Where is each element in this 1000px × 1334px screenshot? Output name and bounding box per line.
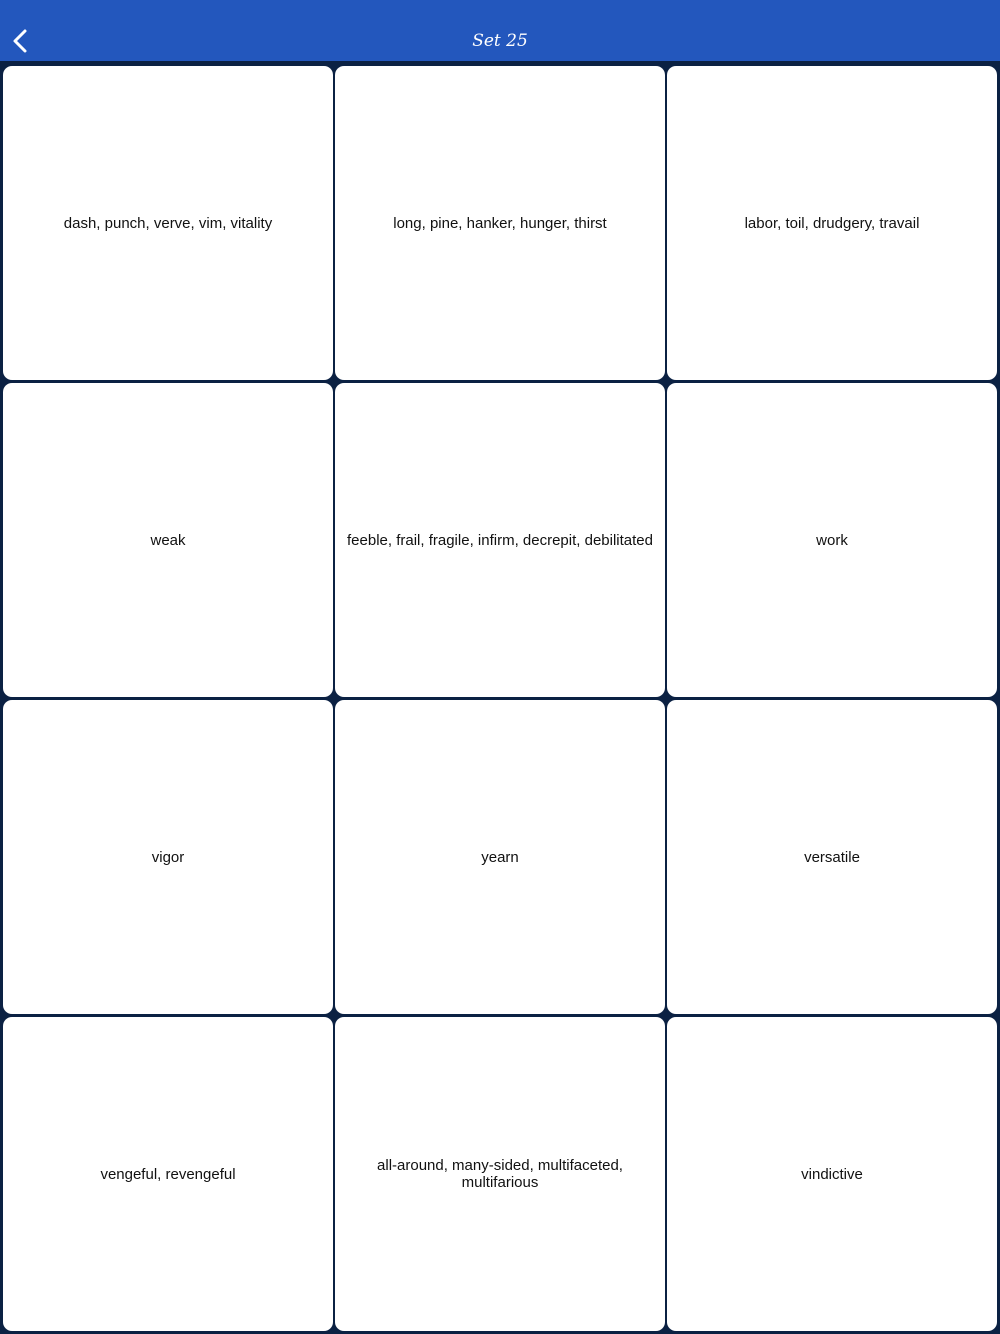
page-title: Set 25 [472,31,528,51]
card-grid [3,66,998,1332]
card-text: versatile [804,848,860,866]
word-card[interactable] [667,1017,997,1331]
word-card[interactable] [335,383,665,697]
card-text: dash, punch, verve, vim, vitality [63,214,273,232]
card-text: weak [150,531,186,549]
card-text: long, pine, hanker, hunger, thirst [393,214,607,232]
word-card[interactable] [3,1017,333,1331]
card-text: yearn [481,848,519,866]
card-text: all-around, many-sided, multifaceted, multifarious [377,1157,623,1191]
word-card[interactable] [667,700,997,1014]
card-text: vindictive [801,1165,863,1183]
card-text: labor, toil, drudgery, travail [744,214,920,232]
word-card[interactable] [335,66,665,380]
word-card[interactable] [3,700,333,1014]
card-text: work [816,531,848,549]
word-card[interactable] [335,1017,665,1331]
word-card[interactable] [3,66,333,380]
word-card[interactable] [667,383,997,697]
word-card[interactable] [3,383,333,697]
word-card[interactable] [667,66,997,380]
word-card[interactable] [335,700,665,1014]
card-text: vengeful, revengeful [100,1165,236,1183]
card-text: feeble, frail, fragile, infirm, decrepit, debilitated [347,531,653,549]
card-text: vigor [151,848,185,866]
navigation-bar [0,0,1000,63]
